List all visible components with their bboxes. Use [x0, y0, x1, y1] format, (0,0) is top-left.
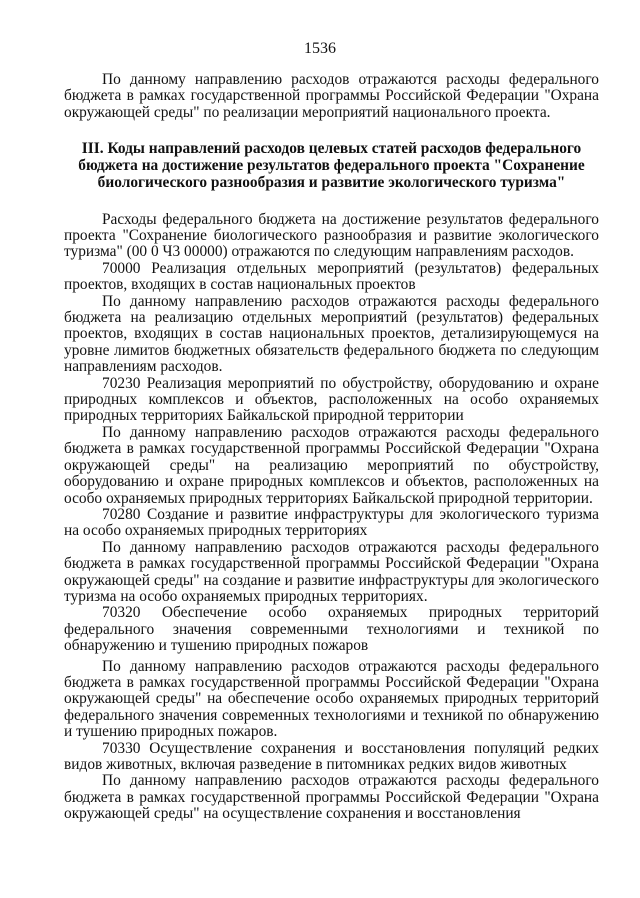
code-70000-title: 70000 Реализация отдельных мероприятий (результатов) федеральных проектов, входящих в состав национальных проектов [64, 259, 599, 294]
section-heading-line: биологического разнообразия и развитие экологического туризма" [97, 173, 566, 191]
code-70330-title: 70330 Осуществление сохранения и восстановления популяций редких видов животных, включая разведение в питомниках редких видов животных [64, 739, 599, 774]
code-70280-title: 70280 Создание и развитие инфраструктуры для экологического туризма на особо охраняемых природных территориях [64, 505, 599, 540]
code-70330-description: По данному направлению расходов отражаются расходы федерального бюджета в рамках государственной программы Российской Федерации "Охрана окружающей среды" на осуществление сохранения и восстановления [64, 772, 599, 823]
code-70320-title: 70320 Обеспечение особо охраняемых природных территорий федерального значения современными технологиями и техникой по обнаружению и тушению природных пожаров [64, 604, 599, 655]
code-70280-description: По данному направлению расходов отражаются расходы федерального бюджета в рамках государственной программы Российской Федерации "Охрана окружающей среды" на создание и развитие инфраструктуры для экологического туризма на особо охраняемых природных территориях. [64, 538, 599, 605]
code-70230-title: 70230 Реализация мероприятий по обустройству, оборудованию и охране природных комплексов и объектов, расположенных на особо охраняемых природных территориях Байкальской природной территории [64, 374, 599, 425]
code-70230-description: По данному направлению расходов отражаются расходы федерального бюджета в рамках государственной программы Российской Федерации "Охрана окружающей среды" на реализацию мероприятий по обустройству, оборудованию и охране природных комплексов и объектов, расположенных на особо охраняемых природных территориях Байкальской природной территории. [64, 423, 599, 507]
page-number: 1536 [304, 40, 336, 57]
intro-paragraph: По данному направлению расходов отражаются расходы федерального бюджета в рамках государственной программы Российской Федерации "Охрана окружающей среды" по реализации мероприятий национального проекта. [64, 71, 599, 121]
section-heading-line: III. Коды направлений расходов целевых статей расходов федерального [81, 140, 582, 158]
section-heading [64, 141, 599, 191]
document-body [64, 72, 599, 823]
section-heading-line: бюджета на достижение результатов федерального проекта "Сохранение [78, 157, 585, 175]
code-70320-description: По данному направлению расходов отражаются расходы федерального бюджета в рамках государственной программы Российской Федерации "Охрана окружающей среды" на обеспечение особо охраняемых природных территорий федерального значения современных технологиями и техникой по обнаружению и тушению природных пожаров. [64, 657, 599, 741]
section-intro-paragraph: Расходы федерального бюджета на достижение результатов федерального проекта "Сохранение биологического разнообразия и развитие экологического туризма" (00 0 Ч3 00000) отражаются по следующим направлениям расходов. [64, 210, 599, 261]
code-70000-description: По данному направлению расходов отражаются расходы федерального бюджета на реализацию отдельных мероприятий (результатов) федеральных проектов, входящих в состав национальных проектов, детализирующемуся на уровне лимитов бюджетных обязательств федерального бюджета по следующим направлениям расходов. [64, 292, 599, 376]
